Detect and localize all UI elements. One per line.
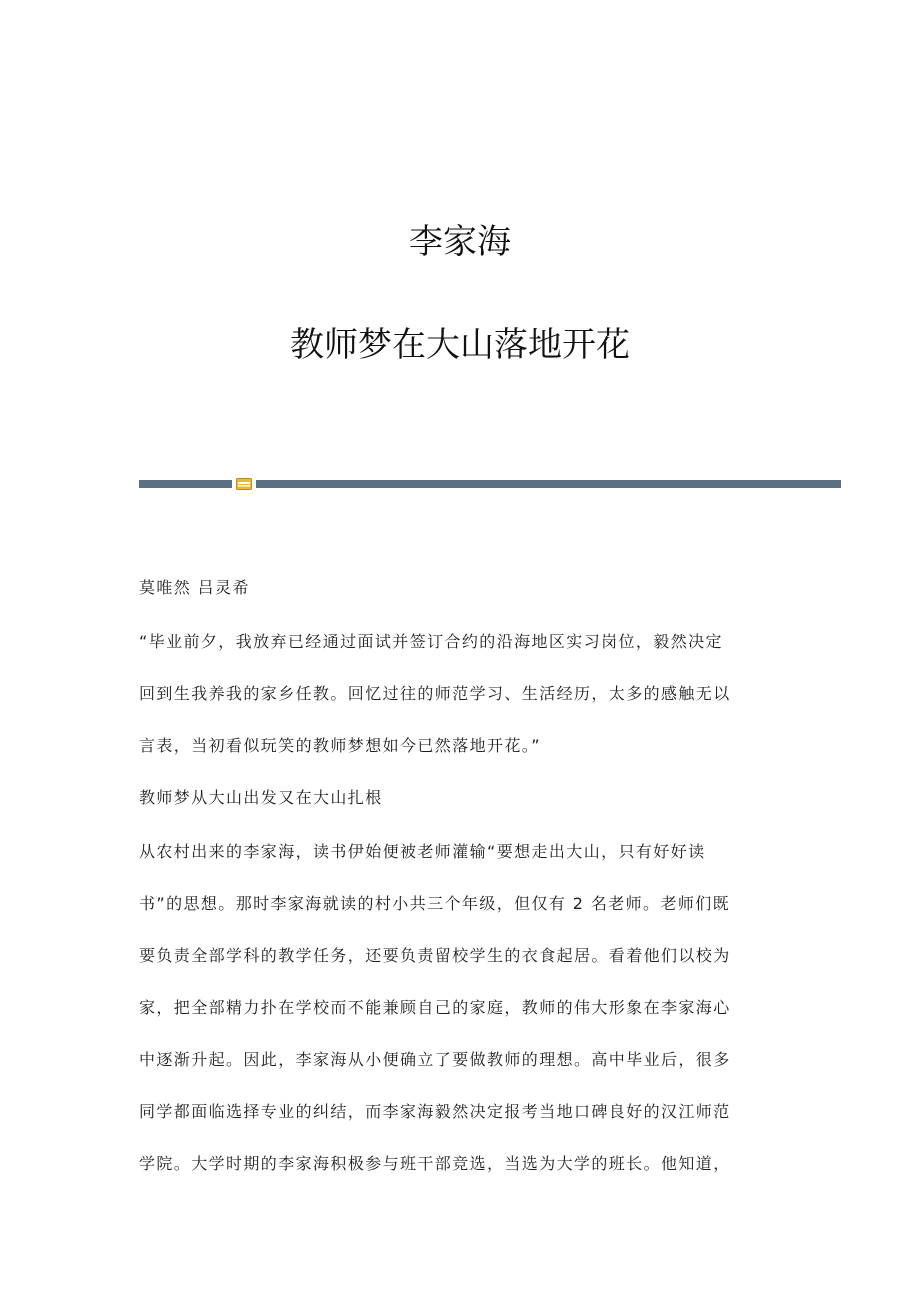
quote-line: 言表，当初看似玩笑的教师梦想如今已然落地开花。” [139, 736, 541, 755]
divider-bar-left [139, 480, 232, 488]
quote-line: 回到生我养我的家乡任教。回忆过往的师范学习、生活经历，太多的感触无以 [139, 684, 731, 703]
title-divider [139, 476, 841, 492]
page-title: 李家海 [409, 222, 511, 262]
body-paragraph [139, 834, 779, 1182]
divider-bar-right [256, 480, 841, 488]
paragraph-line: 学院。大学时期的李家海积极参与班干部竞选，当选为大学的班长。他知道， [139, 1154, 731, 1173]
page-subtitle: 教师梦在大山落地开花 [290, 325, 630, 365]
section-heading: 教师梦从大山出发又在大山扎根 [139, 788, 383, 807]
envelope-icon [236, 477, 252, 491]
paragraph-line: 从农村出来的李家海，读书伊始便被老师灌输“要想走出大山，只有好好读 [139, 842, 706, 861]
quote-line: “毕业前夕，我放弃已经通过面试并签订合约的沿海地区实习岗位，毅然决定 [139, 632, 723, 651]
paragraph-line: 同学都面临选择专业的纠结，而李家海毅然决定报考当地口碑良好的汉江师范 [139, 1102, 731, 1121]
paragraph-line: 家，把全部精力扑在学校而不能兼顾自己的家庭，教师的伟大形象在李家海心 [139, 998, 731, 1017]
paragraph-line: 要负责全部学科的教学任务，还要负责留校学生的衣食起居。看着他们以校为 [139, 946, 731, 965]
paragraph-line: 中逐渐升起。因此，李家海从小便确立了要做教师的理想。高中毕业后，很多 [139, 1050, 731, 1069]
author-byline: 莫唯然 吕灵希 [139, 578, 250, 597]
quote-paragraph [139, 624, 779, 764]
paragraph-line: 书”的思想。那时李家海就读的村小共三个年级，但仅有 2 名老师。老师们既 [139, 894, 731, 913]
